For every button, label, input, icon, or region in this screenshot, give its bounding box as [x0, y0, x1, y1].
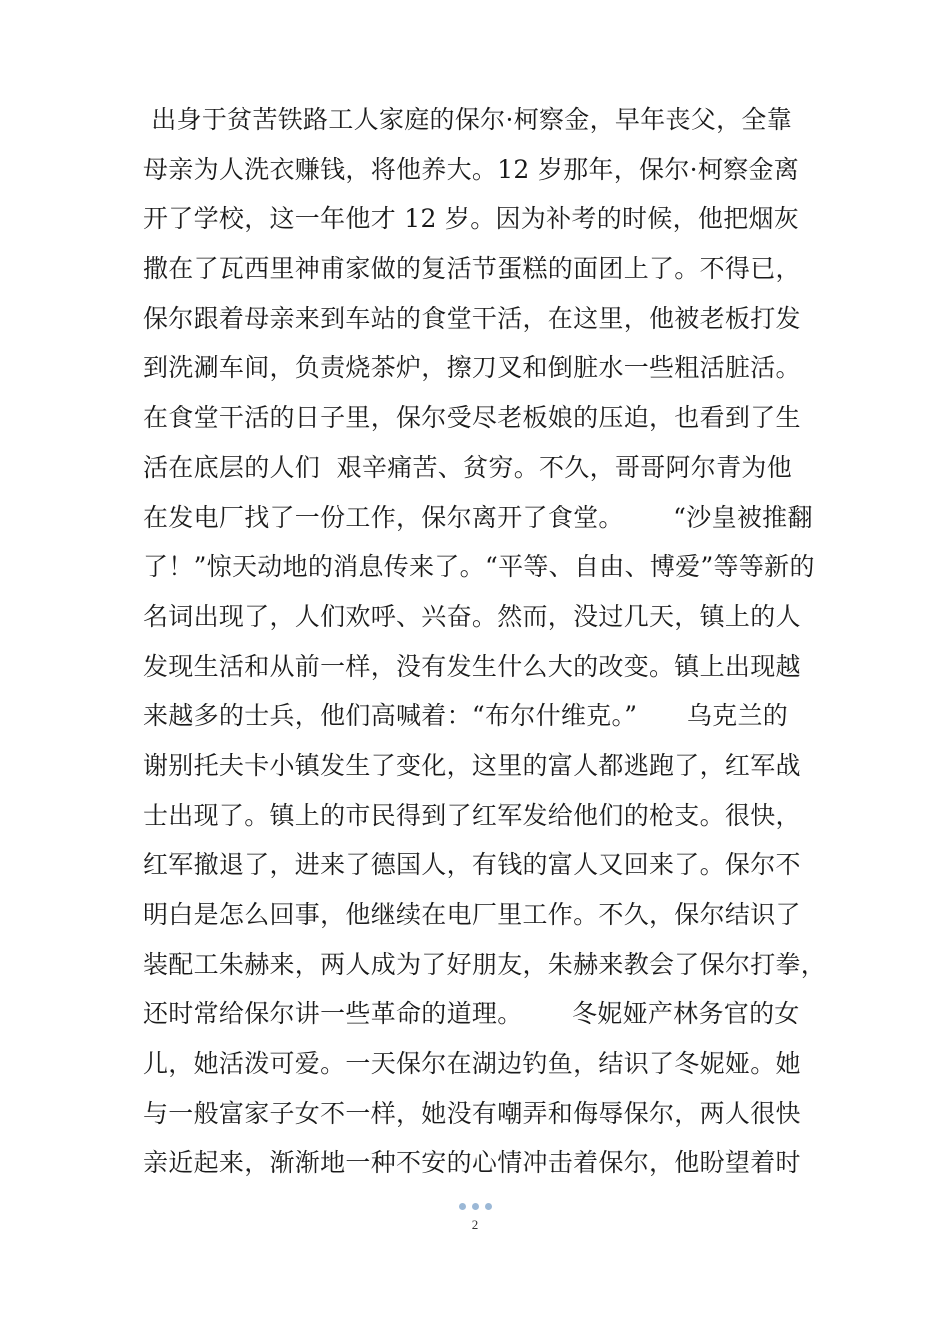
- text-line: 红军撤退了，进来了德国人，有钱的富人又回来了。保尔不: [143, 850, 801, 880]
- text-line: 来越多的士兵，他们高喊着：“布尔什维克。” 乌克兰的: [143, 701, 789, 731]
- body-text: [143, 95, 827, 1188]
- text-line: 母亲为人洗衣赚钱，将他养大。12 岁那年，保尔·柯察金离: [143, 154, 800, 184]
- text-line: 活在底层的人们 艰辛痛苦、贫穷。不久，哥哥阿尔青为他: [143, 452, 792, 482]
- text-line: 还时常给保尔讲一些革命的道理。 冬妮娅产林务官的女: [143, 999, 800, 1029]
- text-line: 儿，她活泼可爱。一天保尔在湖边钓鱼，结识了冬妮娅。她: [143, 1049, 801, 1079]
- text-line: 撒在了瓦西里神甫家做的复活节蛋糕的面团上了。不得已，: [143, 254, 801, 284]
- text-line: 与一般富家子女不一样，她没有嘲弄和侮辱保尔，两人很快: [143, 1098, 801, 1128]
- text-line: 了！”惊天动地的消息传来了。“平等、自由、博爱”等等新的: [143, 552, 815, 582]
- text-line: 装配工朱赫来，两人成为了好朋友，朱赫来教会了保尔打拳，: [143, 949, 827, 979]
- text-line: 亲近起来，渐渐地一种不安的心情冲击着保尔，他盼望着时: [143, 1148, 801, 1178]
- text-line: 发现生活和从前一样，没有发生什么大的改变。镇上出现越: [143, 651, 801, 681]
- dot-icon: [459, 1203, 466, 1210]
- text-line: 名词出现了，人们欢呼、兴奋。然而，没过几天，镇上的人: [143, 601, 801, 631]
- dot-icon: [472, 1203, 479, 1210]
- text-line: 谢别托夫卡小镇发生了变化，这里的富人都逃跑了，红军战: [143, 750, 801, 780]
- footer-ellipsis-icon: [0, 1199, 950, 1213]
- text-line: 到洗涮车间，负责烧茶炉，擦刀叉和倒脏水一些粗活脏活。: [143, 353, 801, 383]
- text-line: 开了学校，这一年他才 12 岁。因为补考的时候，他把烟灰: [143, 204, 800, 234]
- page-number: 2: [471, 1217, 479, 1232]
- text-line: 在发电厂找了一份工作，保尔离开了食堂。 “沙皇被推翻: [143, 502, 813, 532]
- dot-icon: [485, 1203, 492, 1210]
- text-line: 在食堂干活的日子里，保尔受尽老板娘的压迫，也看到了生: [143, 403, 801, 433]
- text-line: 明白是怎么回事，他继续在电厂里工作。不久，保尔结识了: [143, 900, 801, 929]
- text-line: 士出现了。镇上的市民得到了红军发给他们的枪支。很快，: [143, 800, 801, 830]
- text-line: 保尔跟着母亲来到车站的食堂干活，在这里，他被老板打发: [143, 303, 801, 333]
- text-line: 出身于贫苦铁路工人家庭的保尔·柯察金，早年丧父，全靠: [143, 105, 792, 134]
